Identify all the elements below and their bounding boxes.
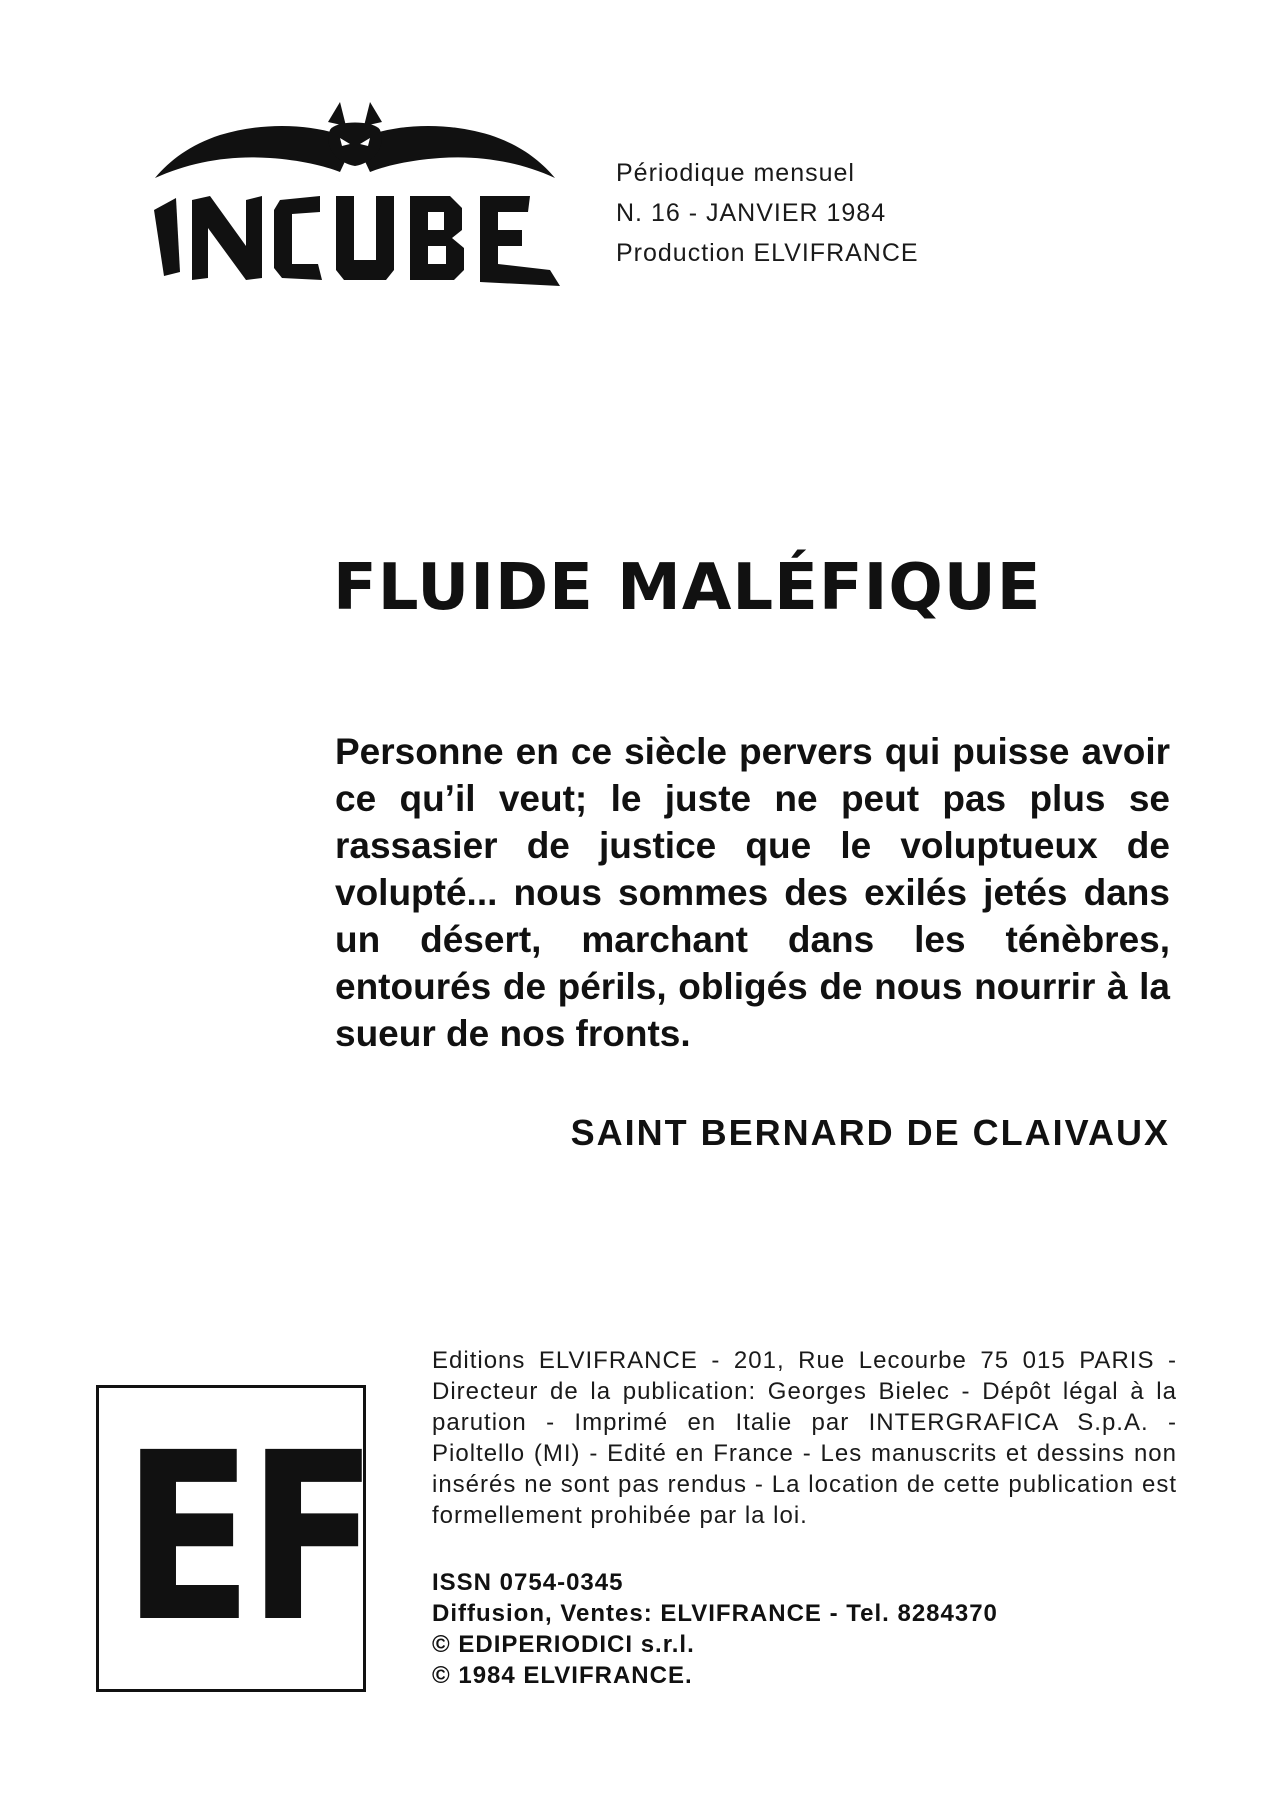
publisher-logo [96,1385,373,1692]
incube-logo [150,100,560,290]
legal-imprint: Editions ELVIFRANCE - 201, Rue Lecourbe 75 015 PARIS - Directeur de la publication: Georges Bielec - Dépôt légal à la parution - Imprimé en Italie par INTERGRAFICA S.p.A. - Pioltello (MI) - Edité en France - Les manuscrits et dessins non insérés ne sont pas rendus - La location de cette publication est formellement prohibée par la loi. [432,1347,1177,1529]
story-title: FLUIDE MALÉFIQUE [333,551,1042,625]
masthead-info [616,153,919,273]
copyright-ediperiodici: © EDIPERIODICI s.r.l. [432,1631,695,1658]
quote-attribution: SAINT BERNARD DE CLAIVAUX [570,1112,1170,1153]
periodicity-text: Périodique mensuel [616,159,855,187]
issue-number-text: N. 16 - JANVIER 1984 [616,199,887,227]
publisher-logo-text: EF [122,1403,373,1673]
issn-text: ISSN 0754-0345 [432,1569,624,1596]
publication-credits [432,1567,1177,1691]
diffusion-text: Diffusion, Ventes: ELVIFRANCE - Tel. 8284370 [432,1600,998,1627]
production-text: Production ELVIFRANCE [616,239,919,267]
epigraph-quote: Personne en ce siècle pervers qui puisse avoir ce qu’il veut; le juste ne peut pas plus se rassasier de justice que le voluptueux de volupté... nous sommes des exilés jetés dans un désert, marchant dans les ténèbres, entourés de périls, obligés de nous nourrir à la sueur de nos fronts. [335,731,1170,1054]
copyright-elvifrance: © 1984 ELVIFRANCE. [432,1662,693,1689]
